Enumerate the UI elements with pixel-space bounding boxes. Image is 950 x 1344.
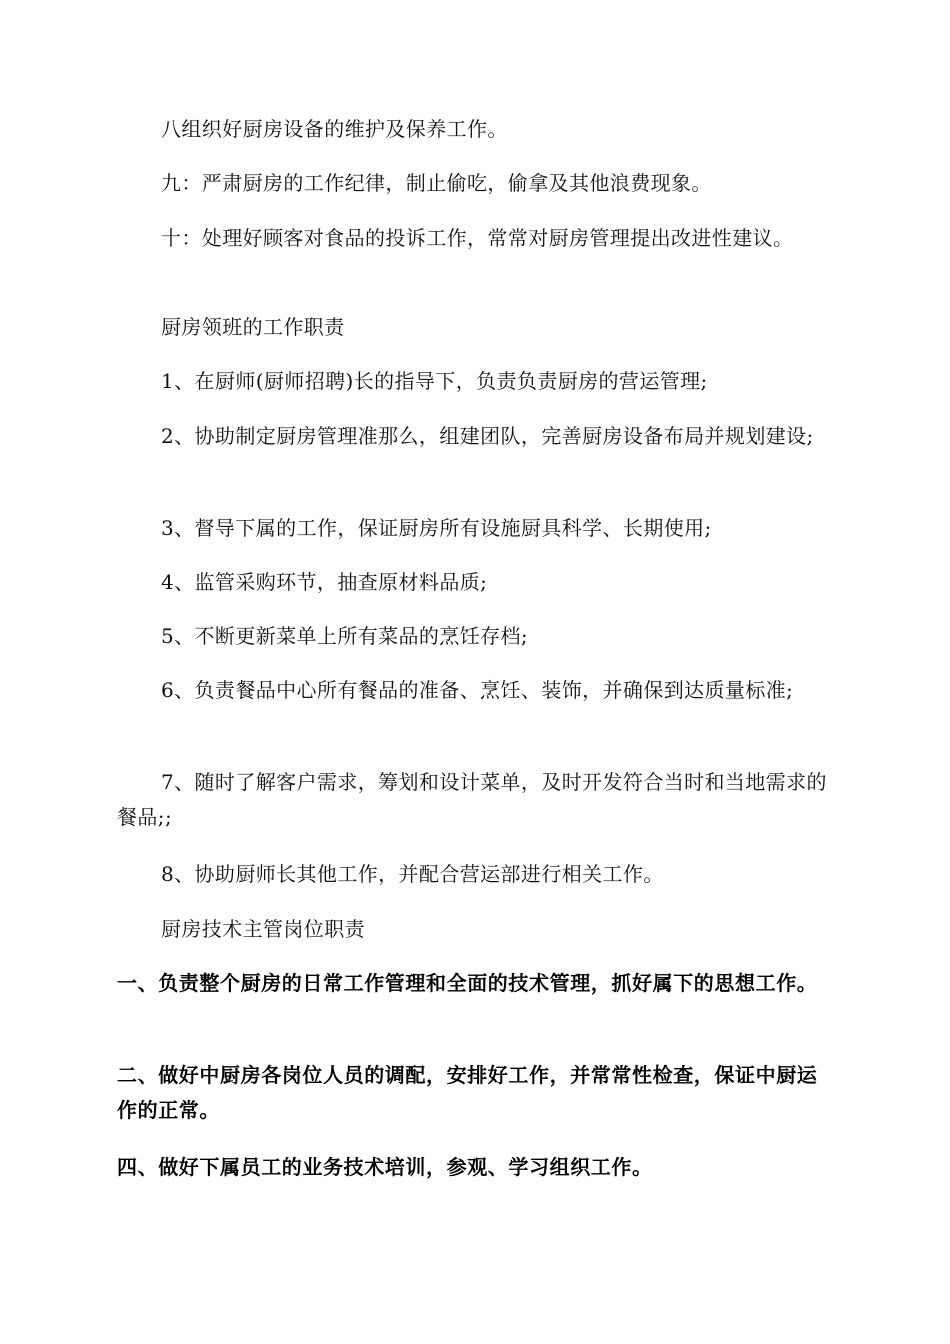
supervisor-duty-2: 二、做好中厨房各岗位人员的调配，安排好工作，并常常性检查，保证中厨运作的正常。 (117, 1063, 818, 1122)
paragraph-item-10: 十：处理好顾客对食品的投诉工作，常常对厨房管理提出改进性建议。 (161, 226, 794, 250)
section-heading-kitchen-foreman: 厨房领班的工作职责 (161, 315, 345, 339)
supervisor-duty-4: 四、做好下属员工的业务技术培训，参观、学习组织工作。 (117, 1155, 653, 1179)
foreman-duty-3: 3、督导下属的工作，保证厨房所有设施厨具科学、长期使用; (161, 516, 712, 540)
foreman-duty-4: 4、监管采购环节，抽查原材料品质; (161, 570, 488, 594)
foreman-duty-7: 7、随时了解客户需求，筹划和设计菜单，及时开发符合当时和当地需求的餐品;; (117, 770, 827, 829)
foreman-duty-6: 6、负责餐品中心所有餐品的准备、烹饪、装饰，并确保到达质量标准; (161, 678, 794, 702)
supervisor-duty-1: 一、负责整个厨房的日常工作管理和全面的技术管理，抓好属下的思想工作。 (117, 971, 818, 995)
foreman-duty-1: 1、在厨师(厨师招聘)长的指导下，负责负责厨房的营运管理; (161, 369, 708, 393)
foreman-duty-8: 8、协助厨师长其他工作，并配合营运部进行相关工作。 (161, 862, 664, 886)
section-heading-technical-supervisor: 厨房技术主管岗位职责 (161, 917, 365, 941)
paragraph-item-9: 九：严肃厨房的工作纪律，制止偷吃，偷拿及其他浪费现象。 (161, 171, 712, 195)
foreman-duty-2: 2、协助制定厨房管理准那么，组建团队，完善厨房设备布局并规划建设; (161, 424, 814, 448)
foreman-duty-5: 5、不断更新菜单上所有菜品的烹饪存档; (161, 624, 529, 648)
paragraph-item-8: 八组织好厨房设备的维护及保养工作。 (161, 117, 508, 141)
